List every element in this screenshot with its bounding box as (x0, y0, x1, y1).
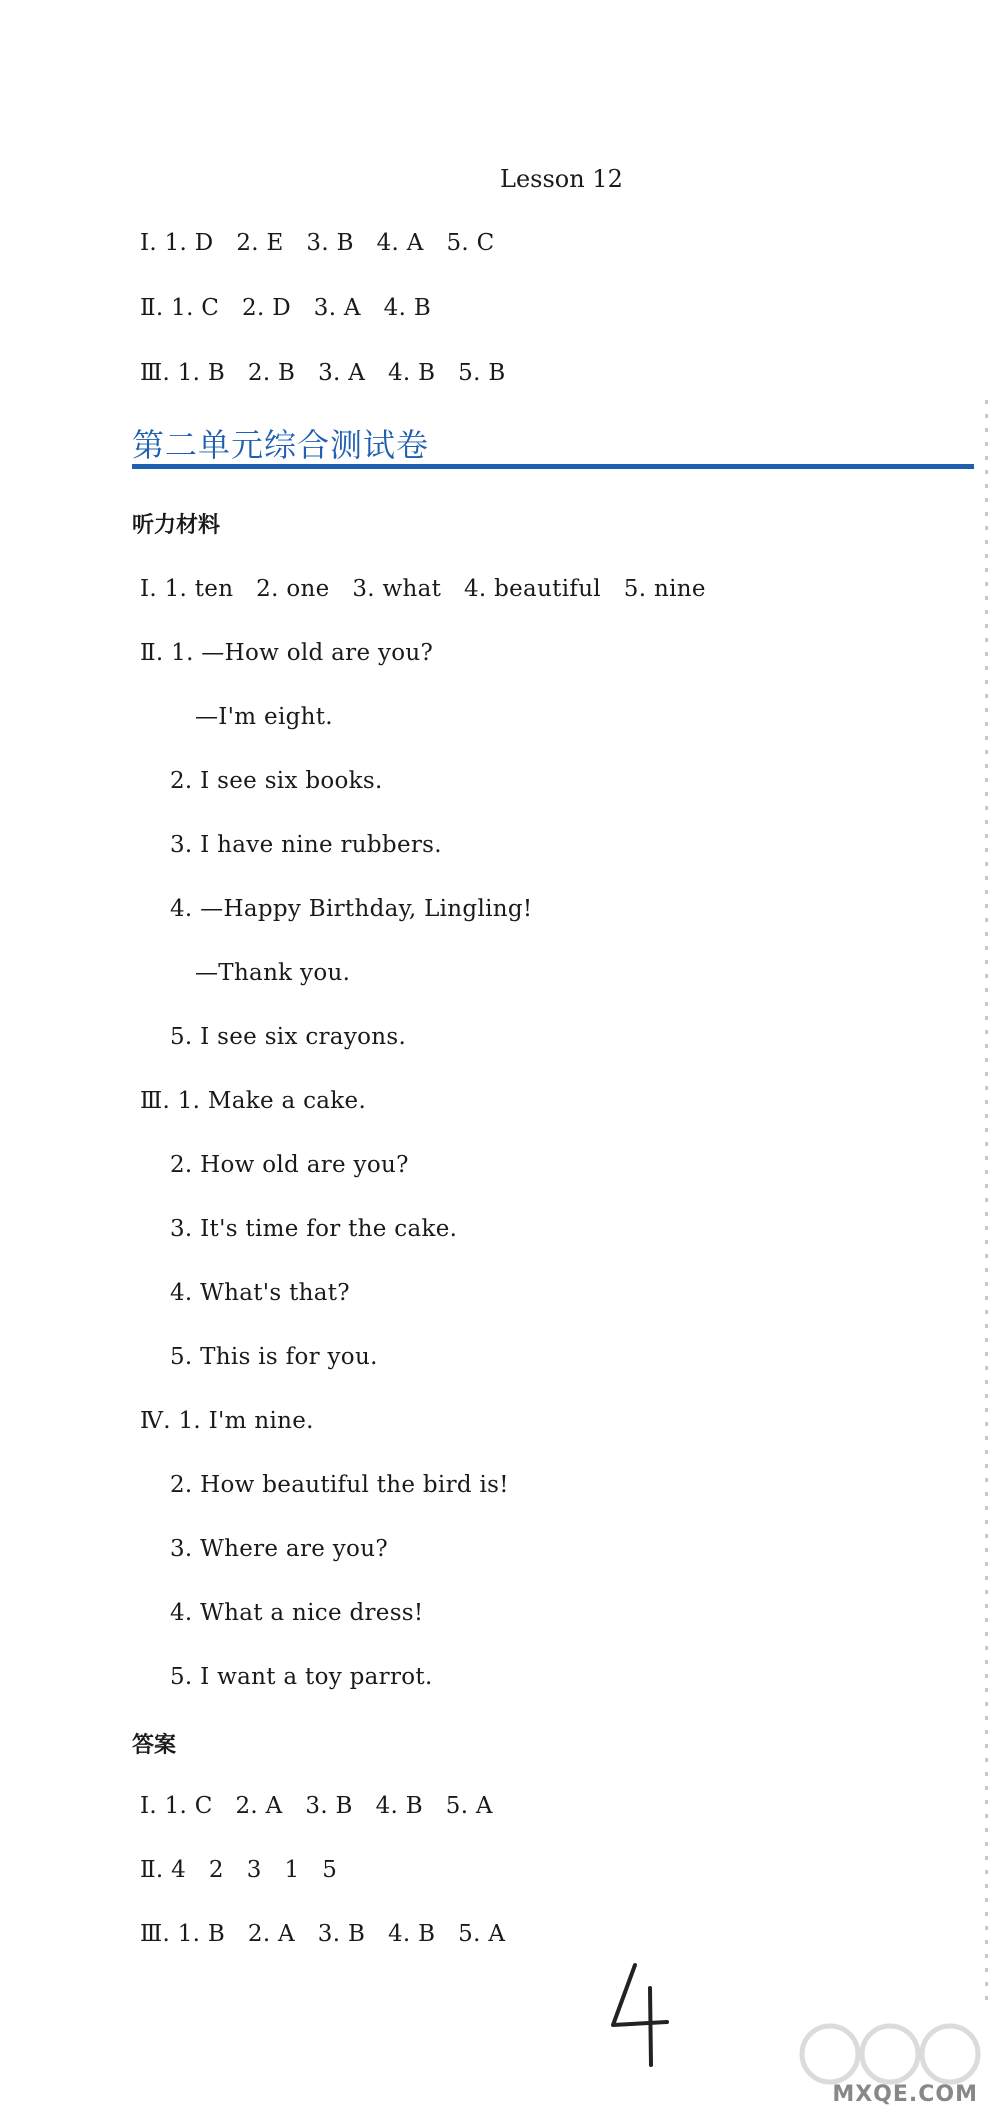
listening-line: 5. I want a toy parrot. (170, 1664, 433, 1690)
listening-line: 4. —Happy Birthday, Lingling! (170, 896, 533, 922)
listening-heading: 听力材料 (132, 513, 221, 538)
answer-line-2: Ⅱ. 4 2 3 1 5 (140, 1857, 338, 1883)
section-title: 第二单元综合测试卷 (132, 426, 430, 464)
lesson-answer-line-2: Ⅱ. 1. C 2. D 3. A 4. B (140, 295, 432, 321)
watermark-text: MXQE.COM (832, 2082, 978, 2107)
listening-line: 3. Where are you? (170, 1536, 388, 1562)
listening-line: 3. I have nine rubbers. (170, 832, 442, 858)
handwritten-page-number (605, 1960, 675, 2070)
section-divider (132, 464, 974, 469)
listening-line: 4. What's that? (170, 1280, 350, 1306)
lesson-title: Lesson 12 (500, 165, 623, 193)
lesson-answer-line-3: Ⅲ. 1. B 2. B 3. A 4. B 5. B (140, 360, 506, 386)
listening-line: —I'm eight. (195, 704, 333, 730)
listening-line: —Thank you. (195, 960, 351, 986)
listening-line: 5. I see six crayons. (170, 1024, 407, 1050)
answers-heading: 答案 (132, 1733, 177, 1758)
listening-line: 4. What a nice dress! (170, 1600, 424, 1626)
answer-line-3: Ⅲ. 1. B 2. A 3. B 4. B 5. A (140, 1921, 506, 1947)
listening-line: Ⅱ. 1. —How old are you? (140, 640, 434, 666)
lesson-answer-line-1: Ⅰ. 1. D 2. E 3. B 4. A 5. C (140, 230, 495, 256)
listening-line: Ⅲ. 1. Make a cake. (140, 1088, 367, 1114)
listening-line: 5. This is for you. (170, 1344, 378, 1370)
scan-edge-dots (985, 400, 988, 2000)
listening-line: 2. I see six books. (170, 768, 383, 794)
listening-line: Ⅳ. 1. I'm nine. (140, 1408, 314, 1434)
listening-line: 3. It's time for the cake. (170, 1216, 458, 1242)
answer-line-1: Ⅰ. 1. C 2. A 3. B 4. B 5. A (140, 1793, 493, 1819)
listening-line: 2. How beautiful the bird is! (170, 1472, 509, 1498)
listening-line: Ⅰ. 1. ten 2. one 3. what 4. beautiful 5. nine (140, 576, 706, 602)
listening-line: 2. How old are you? (170, 1152, 409, 1178)
